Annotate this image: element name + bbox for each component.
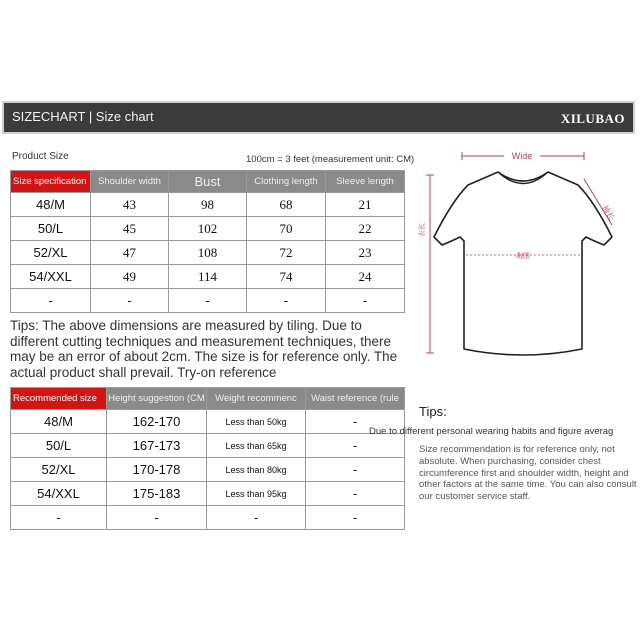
column-header: Size specification [11, 171, 91, 193]
column-header: Waist reference (rule [306, 388, 405, 410]
value-cell: 45 [91, 217, 169, 241]
height-cell: - [107, 506, 207, 530]
value-cell: 68 [247, 193, 326, 217]
value-cell: 72 [247, 241, 326, 265]
tshirt-outline [434, 172, 612, 355]
side-tips-body: Size recommendation is for reference only, not absolute. When purchasing, consider chest circumference first and shoulder width, height and other factors at the same time. You can also consult our customer service staff. [419, 444, 637, 503]
product-size-label: Product Size [12, 151, 69, 162]
waist-cell: - [306, 482, 405, 506]
value-cell: - [247, 289, 326, 313]
waist-cell: - [306, 434, 405, 458]
table-header-row [11, 171, 405, 193]
length-label: 衣长 [418, 223, 426, 237]
wide-label: Wide [511, 151, 533, 161]
header-title: SIZECHART | Size chart [12, 109, 154, 124]
side-tips-title: Tips: [419, 404, 447, 419]
size-cell: 52/XL [11, 458, 107, 482]
weight-cell: Less than 95kg [207, 482, 306, 506]
value-cell: 49 [91, 265, 169, 289]
product-size-table [10, 170, 405, 313]
value-cell: - [326, 289, 405, 313]
value-cell: 70 [247, 217, 326, 241]
size-cell: 48/M [11, 193, 91, 217]
column-header: Clothing length [247, 171, 326, 193]
value-cell: 22 [326, 217, 405, 241]
table-row [11, 241, 405, 265]
value-cell: 114 [169, 265, 247, 289]
unit-note: 100cm = 3 feet (measurement unit: CM) [246, 154, 415, 165]
value-cell: 47 [91, 241, 169, 265]
table-row [11, 458, 405, 482]
recommended-size-table [10, 387, 405, 530]
side-tips-note: Due to different personal wearing habits and figure averag [369, 426, 614, 437]
column-header: Height suggestion (CM [107, 388, 207, 410]
table-row [11, 265, 405, 289]
table-row [11, 193, 405, 217]
table-row [11, 434, 405, 458]
value-cell: 43 [91, 193, 169, 217]
value-cell: 102 [169, 217, 247, 241]
value-cell: - [169, 289, 247, 313]
column-header: Shoulder width [91, 171, 169, 193]
value-cell: 21 [326, 193, 405, 217]
size-cell: 54/XXL [11, 482, 107, 506]
height-cell: 162-170 [107, 410, 207, 434]
column-header-label: Bust [194, 174, 221, 189]
size-cell: 54/XXL [11, 265, 91, 289]
waist-cell: - [306, 506, 405, 530]
size-chart-header [2, 101, 635, 134]
weight-cell: - [207, 506, 306, 530]
column-header: Weight recommenc [207, 388, 306, 410]
weight-cell: Less than 80kg [207, 458, 306, 482]
waist-cell: - [306, 410, 405, 434]
value-cell: 108 [169, 241, 247, 265]
weight-cell: Less than 50kg [207, 410, 306, 434]
weight-cell: Less than 65kg [207, 434, 306, 458]
table-header-row [11, 388, 405, 410]
height-cell: 167-173 [107, 434, 207, 458]
size-cell: - [11, 289, 91, 313]
table-row [11, 410, 405, 434]
waist-cell: - [306, 458, 405, 482]
length-dimension [426, 175, 434, 353]
size-cell: - [11, 506, 107, 530]
chest-label: 胸围 [516, 252, 530, 260]
column-header: Sleeve length [326, 171, 405, 193]
value-cell: 98 [169, 193, 247, 217]
table-row [11, 482, 405, 506]
value-cell: 74 [247, 265, 326, 289]
brand-name: XILUBAO [560, 111, 625, 126]
size-cell: 50/L [11, 217, 91, 241]
sleeve-label: 袖长 [600, 203, 617, 222]
size-cell: 50/L [11, 434, 107, 458]
tshirt-diagram [416, 145, 636, 365]
table-row [11, 506, 405, 530]
size-cell: 48/M [11, 410, 107, 434]
table-row [11, 217, 405, 241]
height-cell: 170-178 [107, 458, 207, 482]
table-row [11, 289, 405, 313]
column-header: Recommended size [11, 388, 107, 410]
column-header [169, 171, 247, 193]
measurement-tips: Tips: The above dimensions are measured by tiling. Due to different cutting techniques and measurement techniques, there may be an error of about 2cm. The size is for reference only. The actual product shall prevail. Try-on reference [10, 318, 398, 380]
value-cell: 24 [326, 265, 405, 289]
value-cell: 23 [326, 241, 405, 265]
height-cell: 175-183 [107, 482, 207, 506]
size-cell: 52/XL [11, 241, 91, 265]
value-cell: - [91, 289, 169, 313]
